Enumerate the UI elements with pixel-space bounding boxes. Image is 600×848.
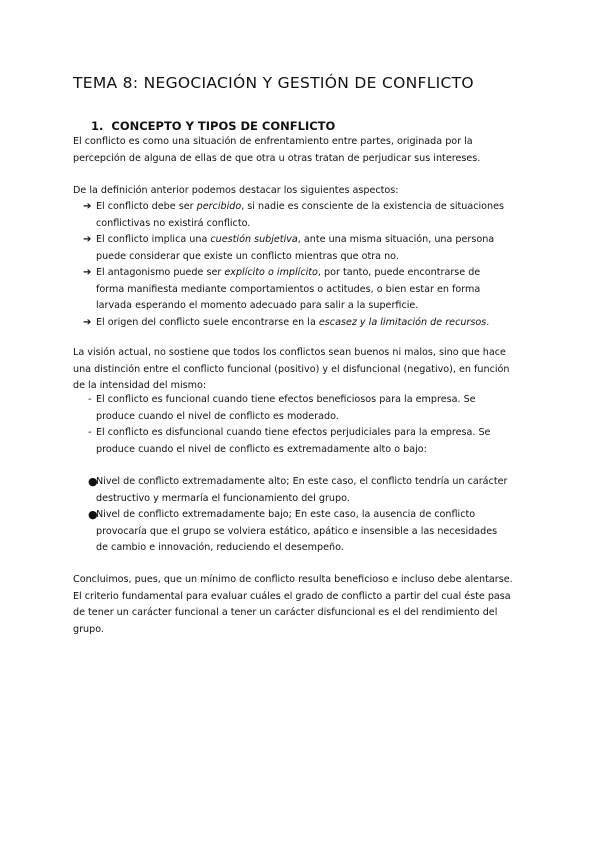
conflict-types-list bbox=[0, 392, 600, 458]
list-item bbox=[0, 507, 508, 557]
level-text: Nivel de conflicto extremadamente alto; En este caso, el conflicto tendría un carácter destructivo y mermaría el funcionamiento del grupo. bbox=[96, 476, 508, 504]
aspect-text: , si nadie es consciente de la existencia de situaciones conflictivas no existirá conflicto. bbox=[96, 201, 505, 229]
list-item bbox=[0, 315, 508, 332]
type-text: El conflicto es disfuncional cuando tiene efectos perjudiciales para la empresa. Se produce cuando el nivel de conflicto es extremadamente alto o bajo: bbox=[96, 427, 491, 455]
arrow-bullet-icon: ➔ bbox=[83, 201, 92, 212]
list-item bbox=[0, 232, 508, 265]
aspect-keyword: explícito o implícito bbox=[224, 267, 318, 278]
intro-paragraph bbox=[73, 134, 513, 167]
arrow-bullet-icon: ➔ bbox=[83, 316, 92, 328]
closing-paragraph bbox=[73, 572, 513, 638]
aspects-list bbox=[0, 199, 600, 331]
aspect-text: El conflicto implica una bbox=[96, 234, 211, 245]
list-item bbox=[0, 425, 508, 458]
page-title: TEMA 8: NEGOCIACIÓN Y GESTIÓN DE CONFLICTO bbox=[73, 74, 474, 92]
conflict-levels-list bbox=[0, 474, 600, 557]
aspect-text: El antagonismo puede ser bbox=[96, 267, 225, 278]
aspect-text: El origen del conflicto suele encontrarse en la bbox=[96, 316, 319, 328]
aspect-text: , por tanto, puede encontrarse de forma manifiesta mediante comportamientos o actitudes, o bien estar en forma larvada esperando el momento adecuado para salir a la superficie. bbox=[96, 267, 481, 311]
level-text: Nivel de conflicto extremadamente bajo; En este caso, la ausencia de conflicto provocaría que el grupo se volviera estático, apático e insensible a las necesidades de cambio e innovación, reduciendo el desempeño. bbox=[96, 509, 498, 553]
lead-text: De la definición anterior podemos destacar los siguientes aspectos: bbox=[73, 185, 399, 196]
list-item bbox=[0, 265, 508, 315]
list-item bbox=[0, 474, 508, 507]
intro-text: El conflicto es como una situación de enfrentamiento entre partes, originada por la percepción de alguna de ellas de que otra u otras tratan de perjudicar sus intereses. bbox=[73, 136, 481, 164]
aspect-keyword: cuestión subjetiva bbox=[210, 234, 298, 245]
type-text: El conflicto es funcional cuando tiene efectos beneficiosos para la empresa. Se produce cuando el nivel de conflicto es moderado. bbox=[96, 394, 476, 422]
arrow-bullet-icon: ➔ bbox=[83, 234, 92, 245]
section-title: CONCEPTO Y TIPOS DE CONFLICTO bbox=[111, 119, 336, 133]
section-heading bbox=[91, 119, 335, 133]
vision-paragraph bbox=[73, 345, 513, 395]
list-item bbox=[0, 199, 508, 232]
aspect-text: . bbox=[486, 316, 490, 328]
vision-text: La visión actual, no sostiene que todos los conflictos sean buenos ni malos, sino que hace una distinción entre el conflicto funcional (positivo) y el disfuncional (negativo), en función de la intensidad del mismo: bbox=[73, 347, 510, 391]
dot-bullet-icon: ● bbox=[88, 475, 98, 488]
section-number: 1. bbox=[91, 119, 104, 133]
aspect-keyword: escasez y la limitación de recursos bbox=[318, 316, 487, 328]
aspect-text: El conflicto debe ser bbox=[96, 201, 197, 212]
closing-text: Concluimos, pues, que un mínimo de conflicto resulta beneficioso e incluso debe alentarse. bbox=[73, 574, 513, 585]
dash-bullet-icon: - bbox=[88, 427, 92, 438]
closing-text: El criterio fundamental para evaluar cuáles el grado de conflicto a partir del cual éste pasa de tener un carácter funcional a tener un carácter disfuncional es el del rendimiento del grupo. bbox=[73, 590, 511, 635]
aspect-text: , ante una misma situación, una persona puede considerar que existe un conflicto mientras que otra no. bbox=[96, 234, 495, 262]
dot-bullet-icon: ● bbox=[88, 508, 98, 521]
arrow-bullet-icon: ➔ bbox=[83, 267, 92, 278]
list-item bbox=[0, 392, 508, 425]
lead-paragraph bbox=[73, 183, 513, 200]
dash-bullet-icon: - bbox=[88, 394, 92, 405]
aspect-keyword: percibido bbox=[196, 201, 242, 212]
